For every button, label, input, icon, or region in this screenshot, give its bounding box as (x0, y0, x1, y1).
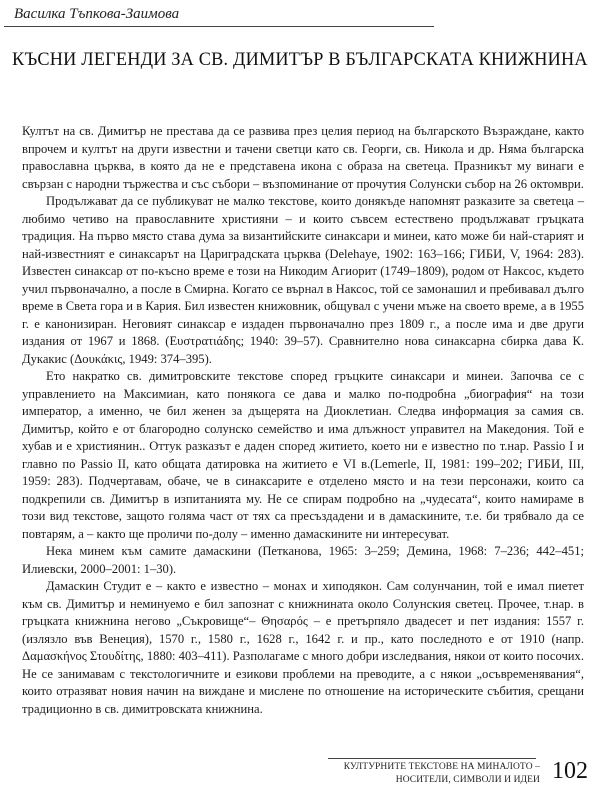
page-number: 102 (552, 758, 588, 784)
paragraph-4: Нека минем към самите дамаскини (Петканова, 1965: 3–259; Демина, 1968: 7–236; 442–451; Илиевски, 2000–2001: 1–30). (22, 544, 584, 576)
paragraph-3: Ето накратко св. димитровските текстове според гръцките синаксари и минеи. Започва се с управлението на Максимиан, като понякога се дава и малко по-подробна „биография“ на този император, а именно, че бил женен за дъщерята на Диоклетиан. Следва информация за самия св. Димитър, който е от благородно солунско семейство и има длъжност управител на Македония. Той е хубав и е християнин.. Оттук разказът е даден според житието, което ни е известно по т.нар. Passio I и главно по Passio II, като общата датировка на житието е VI в.(Lemerle, II, 1981: 199–202; ГИБИ, III, 1959: 283). Подчертавам, обаче, че в синаксарите е отделено място и на тези персонажи, които са подкрепили св. Димитър в изпитанията му. Не се спирам подробно на „чудесата“, които намираме в този вид текстове, защото голяма част от тях са пресъздадени и в дамаскините, т.е. би трябвало да се повтарям, а – както ще проличи по-долу – именно дамаскините ни интересуват. (22, 369, 584, 541)
running-head (4, 4, 424, 26)
running-head-rule (4, 26, 434, 27)
page-footer (328, 758, 588, 794)
series-title (328, 761, 540, 787)
article-body (22, 123, 584, 718)
paragraph-5: Дамаскин Студит е – както е известно – монах и хиподякон. Сам солунчанин, той е имал пиетет към св. Димитър и неминуемо е бил запознат с книжнината около Солунския светец. Прочее, т.нар. в гръцката книжнина негово „Съкровище“– Θησαρός – е претърпяло двадесет и пет издания: 1557 г. (излязло във Венеция), 1570 г., 1580 г., 1628 г., 1642 г. и пр., като последното е от 1910 (напр. Δαμασκήνος Στουδίτης, 1880: 403–411). Разполагаме с много добри изследвания, някои от които посочих. Не се занимавам с текстологичните и езикови проблеми на преводите, а с някои „осъвременявания“, които отразяват новия начин на виждане и мислене по отношение на историческите събития, срещани традиционно в св. димитровската книжнина. (22, 579, 584, 716)
paragraph-2: Продължават да се публикуват не малко текстове, които донякъде напомнят разказите за светеца – любимо четиво на православните християни – и които съвсем естествено продължават гръцката традиция. На първо място става дума за византийските синаксари и минеи, като може би най-старият и най-известният е синаксарът на Цариградската църква (Delehaye, 1902: 163–166; ГИБИ, V, 1964: 283). Известен синаксар от по-късно време е този на Никодим Агиорит (1749–1809), родом от Наксос, където учил първоначално, а после в Смирна. Когато се върнал в Наксос, той се замонашил и пребивавал дълго време в Света гора и в Кария. Бил известен книжовник, общувал с учени мъже на своето време, а в 1955 г. е канонизиран. Неговият синаксар е издаден първоначално през 1809 г., а после има и две други издания от 1967 и 1868. (Ευστρατιάδης; 1940: 39–57). Сравнително нова синаксарна сбирка дава К. Дукакис (Δουκάκις, 1949: 374–395). (22, 194, 584, 366)
series-title-line-2: НОСИТЕЛИ, СИМВОЛИ И ИДЕИ (395, 775, 540, 785)
paragraph-1: Култът на св. Димитър не престава да се развива през целия период на българското Възраждане, както впрочем и култът на други известни и тачени светци като св. Георги, св. Никола и др. Няма българска православна църква, в която да не е представена икона с образа на светеца. Празникът му винаги е свързан с народни тържества и със събори – възпоминание от прочутия Солунски събор на 26 октомври. (22, 124, 584, 191)
running-head-author: Василка Тъпкова-Заимова (14, 6, 180, 22)
footer-rule (328, 758, 536, 759)
article-title: КЪСНИ ЛЕГЕНДИ ЗА СВ. ДИМИТЪР В БЪЛГАРСКАТА КНИЖНИНА (12, 49, 588, 70)
series-title-line-1: КУЛТУРНИТЕ ТЕКСТОВЕ НА МИНАЛОТО – (343, 762, 540, 772)
